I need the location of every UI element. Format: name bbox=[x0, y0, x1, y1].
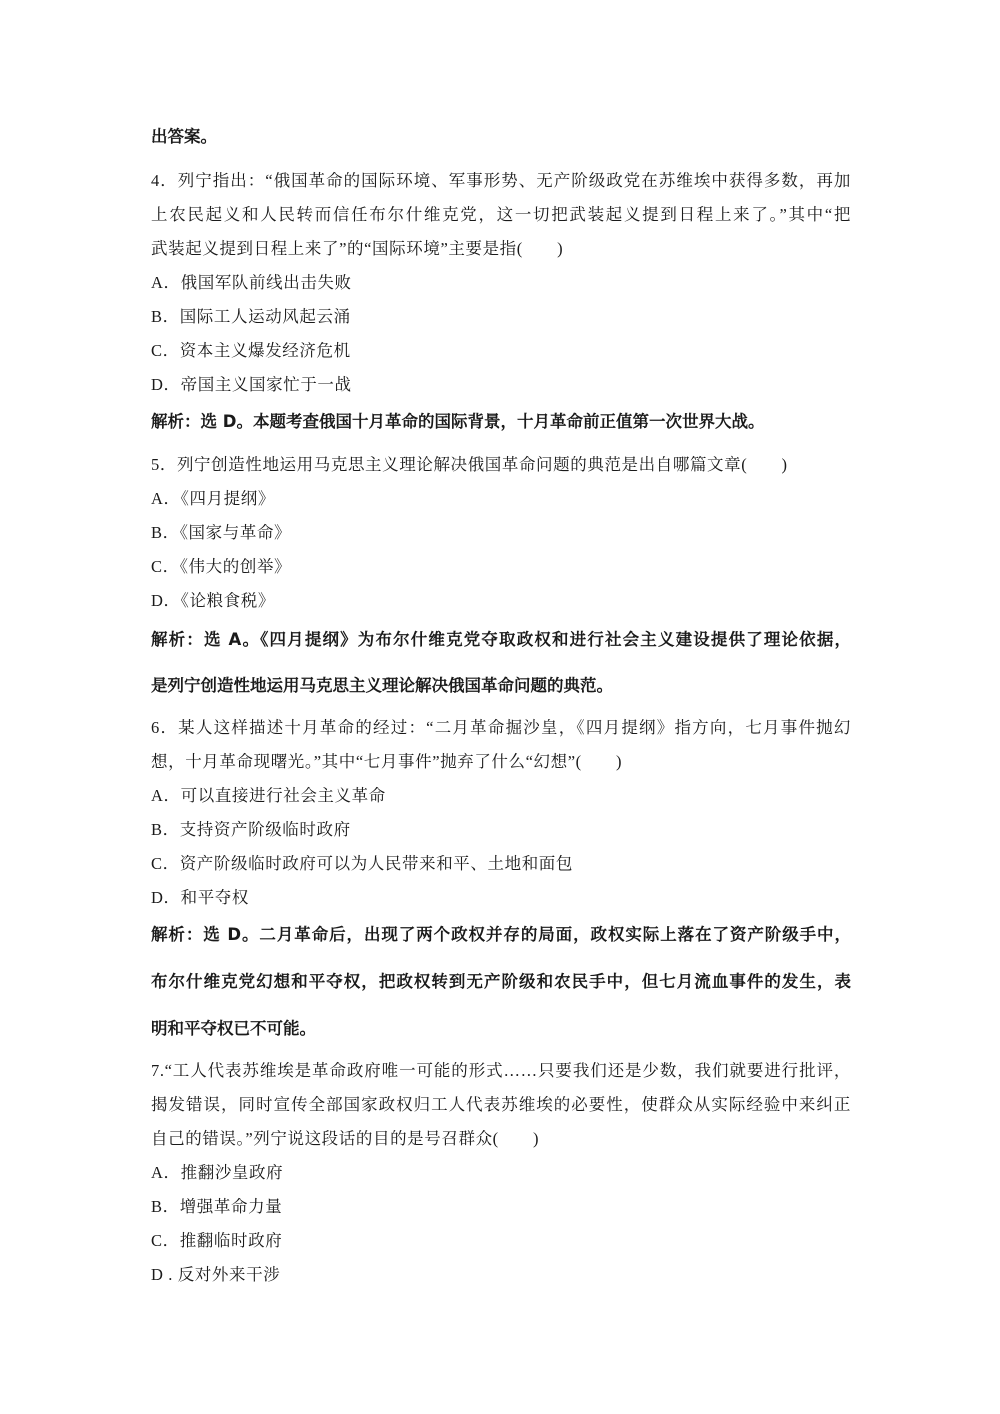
question-6-option-d: D．和平夺权 bbox=[151, 888, 250, 907]
question-5-option-d: D．《论粮食税》 bbox=[151, 591, 275, 610]
question-7-stem-line-3: 自己的错误。”列宁说这段话的目的是号召群众( ) bbox=[151, 1129, 540, 1148]
question-5-option-b: B．《国家与革命》 bbox=[151, 523, 292, 542]
question-7-option-d: D . 反对外来干涉 bbox=[151, 1265, 281, 1284]
question-5-option-c: C．《伟大的创举》 bbox=[151, 557, 292, 576]
question-7-stem-line-2: 揭发错误，同时宣传全部国家政权归工人代表苏维埃的必要性，使群众从实际经验中来纠正 bbox=[151, 1095, 851, 1114]
question-7-stem-line-1: 7.“工人代表苏维埃是革命政府唯一可能的形式……只要我们还是少数，我们就要进行批评， bbox=[151, 1061, 851, 1080]
question-4-option-c: C．资本主义爆发经济危机 bbox=[151, 341, 351, 360]
question-5-option-a: A．《四月提纲》 bbox=[151, 489, 275, 508]
question-4-option-b: B．国际工人运动风起云涌 bbox=[151, 307, 351, 326]
question-4-option-d: D．帝国主义国家忙于一战 bbox=[151, 375, 352, 394]
question-6-option-c: C．资产阶级临时政府可以为人民带来和平、土地和面包 bbox=[151, 854, 574, 873]
question-7-option-a: A．推翻沙皇政府 bbox=[151, 1163, 284, 1182]
question-5-analysis-line-1: 解析：选 A。《四月提纲》为布尔什维克党夺取政权和进行社会主义建设提供了理论依据， bbox=[151, 630, 851, 649]
question-6-option-a: A．可以直接进行社会主义革命 bbox=[151, 786, 386, 805]
question-6-option-b: B．支持资产阶级临时政府 bbox=[151, 820, 351, 839]
question-4-stem-line-3: 武装起义提到日程上来了”的“国际环境”主要是指( ) bbox=[151, 239, 564, 258]
question-6-analysis-line-1: 解析：选 D。二月革命后，出现了两个政权并存的局面，政权实际上落在了资产阶级手中， bbox=[151, 925, 851, 944]
question-7-option-b: B．增强革命力量 bbox=[151, 1197, 283, 1216]
question-6-analysis-line-2: 布尔什维克党幻想和平夺权，把政权转到无产阶级和农民手中，但七月流血事件的发生，表 bbox=[151, 972, 851, 991]
previous-answer-tail: 出答案。 bbox=[151, 127, 217, 146]
question-6-stem-line-1: 6．某人这样描述十月革命的经过：“二月革命掘沙皇，《四月提纲》指方向，七月事件抛幻 bbox=[151, 718, 851, 737]
question-5-stem: 5．列宁创造性地运用马克思主义理论解决俄国革命问题的典范是出自哪篇文章( ) bbox=[151, 455, 788, 474]
question-4-stem-line-2: 上农民起义和人民转而信任布尔什维克党，这一切把武装起义提到日程上来了。”其中“把 bbox=[151, 205, 851, 224]
question-4-option-a: A．俄国军队前线出击失败 bbox=[151, 273, 352, 292]
question-5-analysis-line-2: 是列宁创造性地运用马克思主义理论解决俄国革命问题的典范。 bbox=[151, 676, 613, 695]
question-7-option-c: C．推翻临时政府 bbox=[151, 1231, 283, 1250]
question-4-stem-line-1: 4．列宁指出：“俄国革命的国际环境、军事形势、无产阶级政党在苏维埃中获得多数，再加 bbox=[151, 171, 851, 190]
question-6-analysis-line-3: 明和平夺权已不可能。 bbox=[151, 1019, 316, 1038]
question-6-stem-line-2: 想，十月革命现曙光。”其中“七月事件”抛弃了什么“幻想”( ) bbox=[151, 752, 623, 771]
question-4-analysis: 解析：选 D。本题考查俄国十月革命的国际背景，十月革命前正值第一次世界大战。 bbox=[151, 412, 765, 431]
